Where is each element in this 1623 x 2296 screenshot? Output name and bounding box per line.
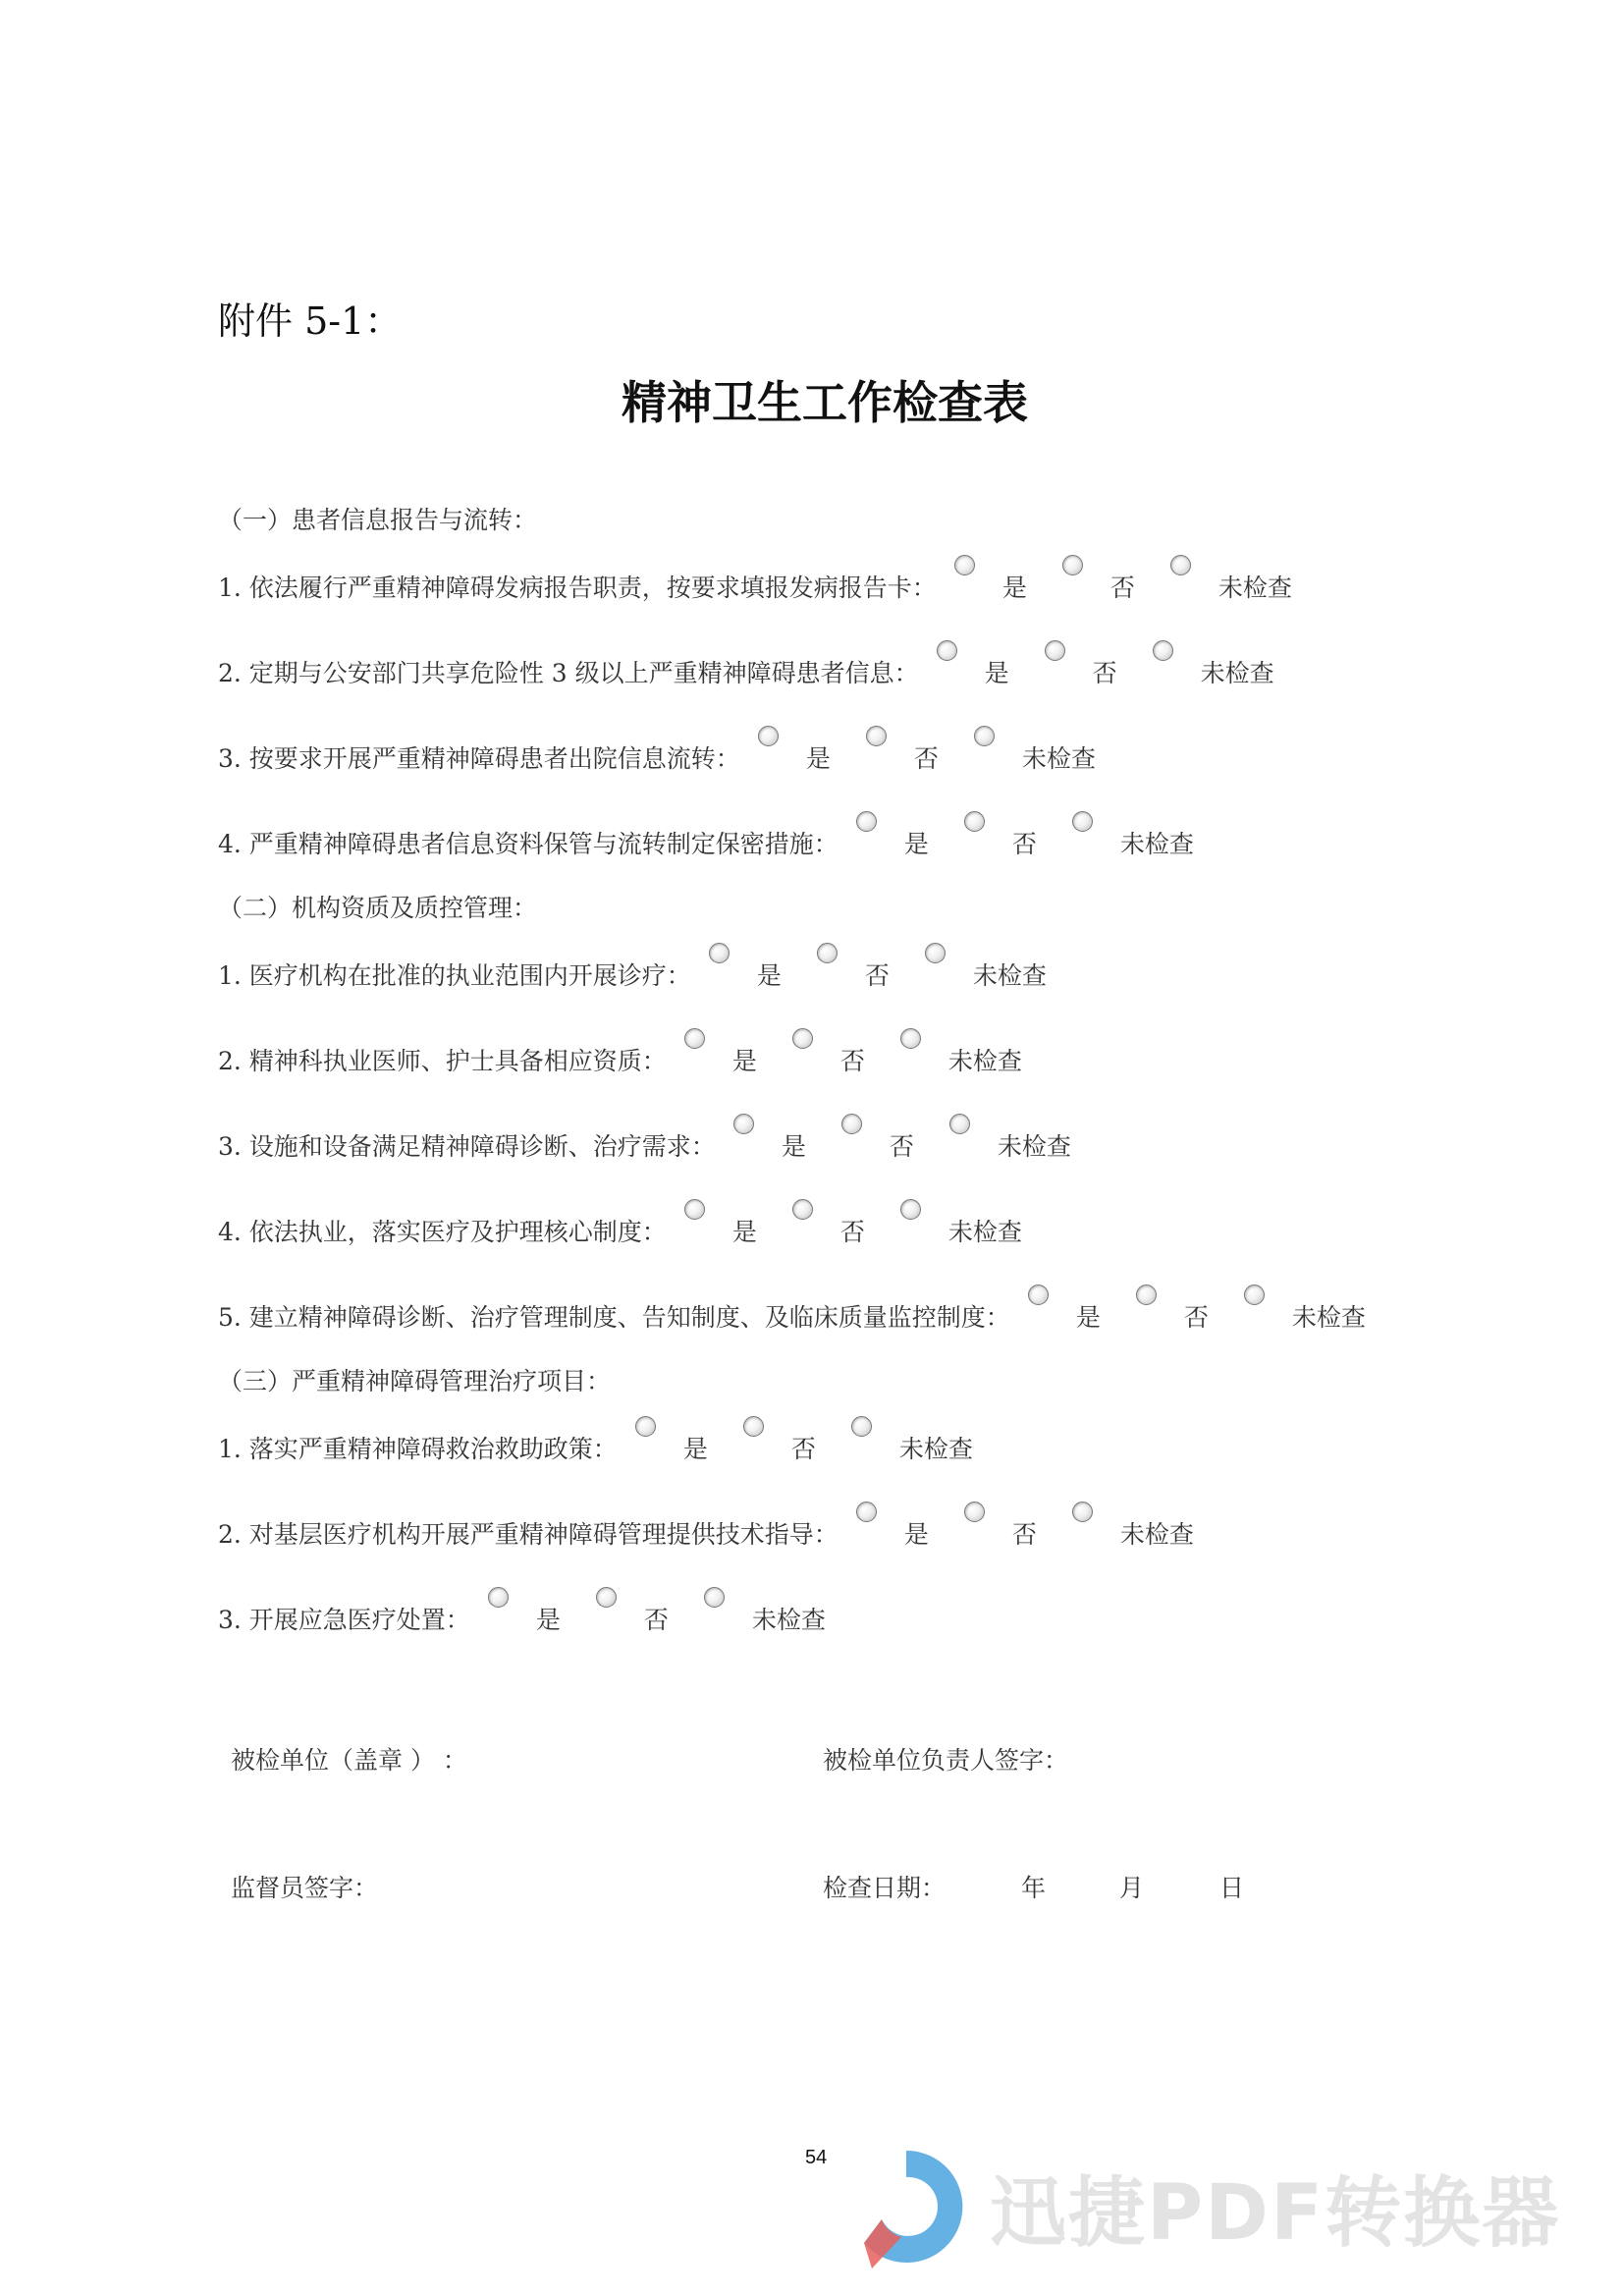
option-yes-label: 是 [1001, 574, 1027, 602]
radio-no[interactable] [964, 811, 985, 832]
option-yes-label: 是 [805, 744, 831, 773]
option-unchecked-label: 未检查 [1217, 574, 1292, 602]
item-question: 4. 严重精神障碍患者信息资料保管与流转制定保密措施： [218, 830, 839, 858]
checklist-item [218, 1042, 1057, 1077]
radio-no[interactable] [964, 1502, 985, 1522]
watermark-logo-icon [842, 2143, 970, 2270]
option-yes-label: 是 [731, 1047, 757, 1075]
option-no-label: 否 [790, 1435, 816, 1463]
radio-no[interactable] [792, 1199, 813, 1220]
inspection-date-label: 检查日期： [823, 1874, 947, 1902]
checklist-item [218, 1430, 1008, 1465]
radio-unchecked[interactable] [1072, 1502, 1093, 1522]
item-question: 1. 依法履行严重精神障碍发病报告职责，按要求填报发病报告卡： [218, 574, 937, 602]
checklist-item [218, 1298, 1401, 1334]
radio-yes[interactable] [733, 1114, 754, 1134]
item-question: 3. 开展应急医疗处置： [218, 1606, 470, 1634]
radio-unchecked[interactable] [1244, 1285, 1265, 1305]
date-month: 月 [1119, 1874, 1145, 1902]
checklist-item [218, 957, 1082, 992]
option-unchecked-label: 未检查 [972, 961, 1047, 990]
section-heading: （一）患者信息报告与流转： [218, 506, 538, 534]
section-heading: （三）严重精神障碍管理治疗项目： [218, 1367, 612, 1395]
checklist-item [218, 1601, 861, 1636]
option-unchecked-label: 未检查 [997, 1132, 1071, 1161]
radio-unchecked[interactable] [925, 943, 946, 963]
option-yes-label: 是 [903, 830, 929, 858]
radio-unchecked[interactable] [1072, 811, 1093, 832]
option-unchecked-label: 未检查 [947, 1218, 1022, 1246]
radio-yes[interactable] [937, 640, 957, 661]
radio-yes[interactable] [488, 1587, 509, 1608]
radio-yes[interactable] [1028, 1285, 1049, 1305]
option-no-label: 否 [643, 1606, 669, 1634]
radio-yes[interactable] [954, 555, 975, 575]
radio-no[interactable] [841, 1114, 862, 1134]
option-unchecked-label: 未检查 [947, 1047, 1022, 1075]
option-no-label: 否 [1011, 1520, 1037, 1549]
item-question: 2. 定期与公安部门共享危险性 3 级以上严重精神障碍患者信息： [218, 659, 919, 687]
option-no-label: 否 [1109, 574, 1135, 602]
option-no-label: 否 [839, 1218, 865, 1246]
section-heading: （二）机构资质及质控管理： [218, 894, 538, 922]
option-yes-label: 是 [731, 1218, 757, 1246]
radio-no[interactable] [743, 1416, 764, 1437]
radio-no[interactable] [596, 1587, 617, 1608]
option-no-label: 否 [913, 744, 939, 773]
option-unchecked-label: 未检查 [1021, 744, 1096, 773]
radio-no[interactable] [792, 1028, 813, 1049]
radio-unchecked[interactable] [974, 726, 995, 746]
option-yes-label: 是 [781, 1132, 806, 1161]
item-question: 4. 依法执业，落实医疗及护理核心制度： [218, 1218, 667, 1246]
option-no-label: 否 [1092, 659, 1117, 687]
watermark [842, 2143, 1560, 2270]
date-year: 年 [1021, 1874, 1047, 1902]
unit-head-signature-label: 被检单位负责人签字： [823, 1746, 1069, 1775]
option-yes-label: 是 [984, 659, 1009, 687]
checklist-item [218, 1515, 1229, 1551]
option-no-label: 否 [1011, 830, 1037, 858]
option-unchecked-label: 未检查 [898, 1435, 973, 1463]
radio-unchecked[interactable] [900, 1028, 921, 1049]
checklist-item [218, 739, 1131, 775]
item-question: 2. 对基层医疗机构开展严重精神障碍管理提供技术指导： [218, 1520, 839, 1549]
option-unchecked-label: 未检查 [1291, 1303, 1366, 1332]
watermark-text: 迅捷PDF转换器 [990, 2169, 1561, 2258]
option-no-label: 否 [839, 1047, 865, 1075]
radio-yes[interactable] [856, 811, 877, 832]
option-unchecked-label: 未检查 [1119, 1520, 1194, 1549]
page-number: 54 [805, 2147, 828, 2168]
option-unchecked-label: 未检查 [751, 1606, 826, 1634]
item-question: 5. 建立精神障碍诊断、治疗管理制度、告知制度、及临床质量监控制度： [218, 1303, 1010, 1332]
radio-unchecked[interactable] [949, 1114, 970, 1134]
radio-no[interactable] [817, 943, 838, 963]
radio-unchecked[interactable] [1153, 640, 1173, 661]
radio-unchecked[interactable] [851, 1416, 872, 1437]
page-title: 精神卫生工作检查表 [622, 376, 1028, 429]
radio-no[interactable] [1045, 640, 1065, 661]
attachment-label: 附件 5-1： [218, 300, 403, 343]
radio-yes[interactable] [635, 1416, 656, 1437]
item-question: 1. 落实严重精神障碍救治救助政策： [218, 1435, 618, 1463]
option-no-label: 否 [864, 961, 890, 990]
radio-unchecked[interactable] [900, 1199, 921, 1220]
option-unchecked-label: 未检查 [1200, 659, 1274, 687]
date-day: 日 [1219, 1874, 1245, 1902]
radio-yes[interactable] [684, 1199, 705, 1220]
item-question: 2. 精神科执业医师、护士具备相应资质： [218, 1047, 667, 1075]
radio-yes[interactable] [709, 943, 730, 963]
checklist-item [218, 569, 1327, 604]
radio-yes[interactable] [856, 1502, 877, 1522]
option-yes-label: 是 [903, 1520, 929, 1549]
option-yes-label: 是 [756, 961, 782, 990]
radio-unchecked[interactable] [704, 1587, 725, 1608]
option-no-label: 否 [889, 1132, 914, 1161]
radio-no[interactable] [1062, 555, 1083, 575]
option-yes-label: 是 [1075, 1303, 1101, 1332]
option-yes-label: 是 [535, 1606, 561, 1634]
checklist-item [218, 654, 1310, 689]
checklist-item [218, 825, 1229, 860]
option-yes-label: 是 [682, 1435, 708, 1463]
item-question: 3. 设施和设备满足精神障碍诊断、治疗需求： [218, 1132, 716, 1161]
checklist-item [218, 1213, 1057, 1248]
radio-yes[interactable] [684, 1028, 705, 1049]
checklist-item [218, 1127, 1107, 1163]
item-question: 3. 按要求开展严重精神障碍患者出院信息流转： [218, 744, 740, 773]
option-unchecked-label: 未检查 [1119, 830, 1194, 858]
radio-yes[interactable] [758, 726, 779, 746]
supervisor-signature-label: 监督员签字： [231, 1874, 379, 1902]
item-question: 1. 医疗机构在批准的执业范围内开展诊疗： [218, 961, 691, 990]
inspected-unit-label: 被检单位（盖章 ） ： [231, 1746, 467, 1775]
radio-no[interactable] [866, 726, 887, 746]
option-no-label: 否 [1183, 1303, 1209, 1332]
radio-no[interactable] [1136, 1285, 1157, 1305]
radio-unchecked[interactable] [1170, 555, 1191, 575]
